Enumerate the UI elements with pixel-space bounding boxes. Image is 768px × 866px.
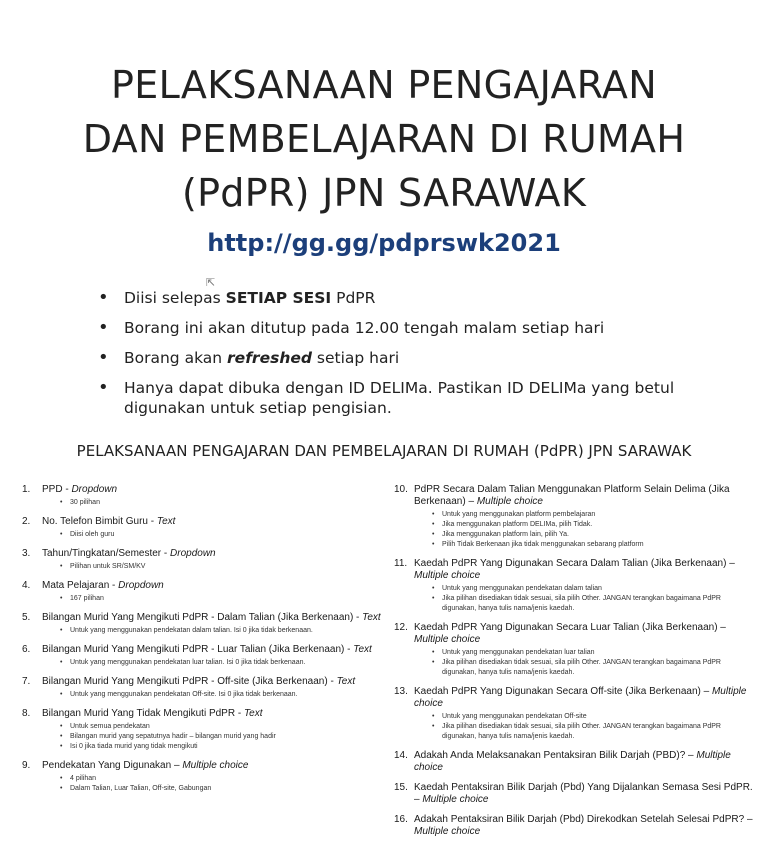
question-label: Bilangan Murid Yang Mengikuti PdPR - Luar Talian (Jika Berkenaan) - [42, 644, 354, 655]
slide-title [0, 58, 768, 220]
question-label: Kaedah PdPR Yang Digunakan Secara Dalam Talian (Jika Berkenaan) – [414, 558, 735, 569]
mouse-cursor-icon: ⇱ [206, 277, 216, 289]
question-note: • Jika pilihan disediakan tidak sesuai, sila pilih Other. JANGAN terangkan bagaimana PdPR digunakan, hanya tulis nama/jenis kaedah. [432, 658, 754, 678]
question-number: 1. [22, 484, 31, 495]
form-question [394, 622, 754, 678]
question-notes [42, 626, 382, 636]
form-question [22, 708, 382, 752]
question-label: Mata Pelajaran - [42, 580, 119, 591]
question-type: Text [353, 644, 372, 655]
question-note: • Pilihan untuk SR/SM/KV [60, 562, 382, 572]
question-label: Adakah Pentaksiran Bilik Darjah (Pbd) Direkodkan Setelah Selesai PdPR? – [414, 814, 753, 825]
question-number: 7. [22, 676, 31, 687]
form-question [394, 782, 754, 806]
question-number: 11. [394, 558, 408, 569]
question-number: 15. [394, 782, 408, 793]
form-heading: PELAKSANAAN PENGAJARAN DAN PEMBELAJARAN DI RUMAH (PdPR) JPN SARAWAK [76, 442, 692, 460]
question-notes [414, 584, 754, 614]
question-label: Bilangan Murid Yang Mengikuti PdPR - Off-site (Jika Berkenaan) - [42, 676, 337, 687]
question-note: • Untuk yang menggunakan pendekatan dalam talian. Isi 0 jika tidak berkenaan. [60, 626, 382, 636]
form-question [22, 516, 382, 540]
question-text [414, 686, 754, 710]
question-note: • 167 pilihan [60, 594, 382, 604]
question-text [414, 750, 754, 774]
question-notes [414, 510, 754, 550]
form-url-link[interactable]: http://gg.gg/pdprswk2021 [207, 229, 561, 257]
instruction-item: • Hanya dapat dibuka dengan ID DELIMa. Pastikan ID DELIMa yang betul digunakan untuk setiap pengisian. [98, 378, 698, 418]
question-note: • Untuk yang menggunakan pendekatan luar talian. Isi 0 jika tidak berkenaan. [60, 658, 382, 668]
question-label: Kaedah PdPR Yang Digunakan Secara Off-site (Jika Berkenaan) – [414, 686, 712, 697]
question-number: 5. [22, 612, 31, 623]
question-number: 14. [394, 750, 408, 761]
question-text [42, 612, 382, 624]
question-type: Text [336, 676, 356, 687]
question-note: • Jika pilihan disediakan tidak sesuai, sila pilih Other. JANGAN terangkan bagaimana PdPR digunakan, hanya tulis nama/jenis kaedah. [432, 594, 754, 614]
question-notes [42, 530, 382, 540]
question-text [42, 676, 382, 688]
question-text [414, 558, 754, 582]
question-notes [42, 594, 382, 604]
question-text [42, 484, 382, 496]
form-question [394, 814, 754, 838]
question-notes [414, 648, 754, 678]
question-type: Dropdown [170, 548, 216, 559]
question-label: Adakah Anda Melaksanakan Pentaksiran Bilik Darjah (PBD)? – [414, 750, 697, 761]
slide-title-line: PELAKSANAAN PENGAJARAN [111, 63, 657, 107]
question-text [42, 644, 382, 656]
question-note: • Diisi oleh guru [60, 530, 382, 540]
question-label: No. Telefon Bimbit Guru - [42, 516, 157, 527]
question-type: Multiple choice [476, 496, 543, 507]
question-type: Text [243, 708, 263, 719]
question-label: PdPR Secara Dalam Talian Menggunakan Platform Selain Delima (Jika Berkenaan) – [414, 484, 730, 507]
question-number: 2. [22, 516, 31, 527]
question-note: • Jika menggunakan platform lain, pilih Ya. [432, 530, 754, 540]
question-notes [42, 562, 382, 572]
question-notes [42, 498, 382, 508]
question-note: • Untuk semua pendekatan [60, 722, 382, 732]
form-question [394, 558, 754, 614]
question-text [414, 622, 754, 646]
question-number: 6. [22, 644, 31, 655]
question-type: Multiple choice [422, 794, 489, 805]
question-list-left [22, 484, 382, 802]
question-number: 3. [22, 548, 31, 559]
question-number: 8. [22, 708, 31, 719]
question-label: PPD - [42, 484, 72, 495]
question-label: Tahun/Tingkatan/Semester - [42, 548, 171, 559]
question-note: • 30 pilihan [60, 498, 382, 508]
question-type: Multiple choice [414, 634, 481, 645]
question-note: • Bilangan murid yang sepatutnya hadir – bilangan murid yang hadir [60, 732, 382, 742]
form-question [22, 676, 382, 700]
question-label: Kaedah PdPR Yang Digunakan Secara Luar Talian (Jika Berkenaan) – [414, 622, 726, 633]
question-notes [42, 722, 382, 752]
question-type: Text [156, 516, 176, 527]
form-question [22, 644, 382, 668]
form-question [394, 750, 754, 774]
question-text [414, 782, 754, 806]
question-notes [42, 774, 382, 794]
question-note: • Untuk yang menggunakan pendekatan luar talian [432, 648, 754, 658]
question-notes [414, 712, 754, 742]
slide-title-line: (PdPR) JPN SARAWAK [181, 171, 587, 215]
question-note: • Untuk yang menggunakan pendekatan dalam talian [432, 584, 754, 594]
question-text [414, 814, 754, 838]
question-text [42, 580, 382, 592]
question-number: 4. [22, 580, 31, 591]
question-note: • Isi 0 jika tiada murid yang tidak mengikuti [60, 742, 382, 752]
question-text [42, 516, 382, 528]
question-type: Dropdown [71, 484, 118, 495]
question-text [414, 484, 754, 508]
slide-title-line: DAN PEMBELAJARAN DI RUMAH [82, 117, 686, 161]
question-note: • 4 pilihan [60, 774, 382, 784]
question-type: Dropdown [118, 580, 164, 591]
instruction-item: • Borang akan refreshed setiap hari [98, 348, 698, 368]
question-label: Pendekatan Yang Digunakan – [42, 760, 183, 771]
question-type: Multiple choice [414, 570, 481, 581]
question-number: 12. [394, 622, 408, 633]
question-note: • Untuk yang menggunakan pendekatan Off-site. Isi 0 jika tidak berkenaan. [60, 690, 382, 700]
question-note: • Untuk yang menggunakan platform pembelajaran [432, 510, 754, 520]
question-note: • Dalam Talian, Luar Talian, Off-site, Gabungan [60, 784, 382, 794]
question-number: 9. [22, 760, 31, 771]
question-list-right [394, 484, 754, 846]
question-notes [42, 690, 382, 700]
instruction-item: • Diisi selepas SETIAP SESI PdPR [98, 288, 698, 308]
question-number: 16. [394, 814, 408, 825]
question-label: Bilangan Murid Yang Mengikuti PdPR - Dalam Talian (Jika Berkenaan) - [42, 612, 363, 623]
question-text [42, 760, 382, 772]
form-question [394, 484, 754, 550]
question-text [42, 708, 382, 720]
question-number: 10. [394, 484, 408, 495]
question-number: 13. [394, 686, 408, 697]
question-note: • Pilih Tidak Berkenaan jika tidak menggunakan sebarang platform [432, 540, 754, 550]
question-text [42, 548, 382, 560]
form-question [22, 580, 382, 604]
question-label: Bilangan Murid Yang Tidak Mengikuti PdPR - [42, 708, 244, 719]
question-label: Kaedah Pentaksiran Bilik Darjah (Pbd) Yang Dijalankan Semasa Sesi PdPR. – [414, 782, 753, 805]
form-question [22, 612, 382, 636]
question-notes [42, 658, 382, 668]
question-type: Multiple choice [182, 760, 249, 771]
question-type: Multiple choice [414, 686, 747, 709]
question-note: • Untuk yang menggunakan pendekatan Off-site [432, 712, 754, 722]
question-type: Multiple choice [414, 826, 481, 837]
form-question [22, 548, 382, 572]
question-type: Multiple choice [414, 750, 731, 773]
form-question [394, 686, 754, 742]
instruction-item: • Borang ini akan ditutup pada 12.00 tengah malam setiap hari [98, 318, 698, 338]
question-note: • Jika pilihan disediakan tidak sesuai, sila pilih Other. JANGAN terangkan bagaimana PdPR digunakan, hanya tulis nama/jenis kaedah. [432, 722, 754, 742]
question-type: Text [362, 612, 381, 623]
instruction-list [98, 288, 698, 428]
question-note: • Jika menggunakan platform DELIMa, pilih Tidak. [432, 520, 754, 530]
form-question [22, 484, 382, 508]
form-question [22, 760, 382, 794]
